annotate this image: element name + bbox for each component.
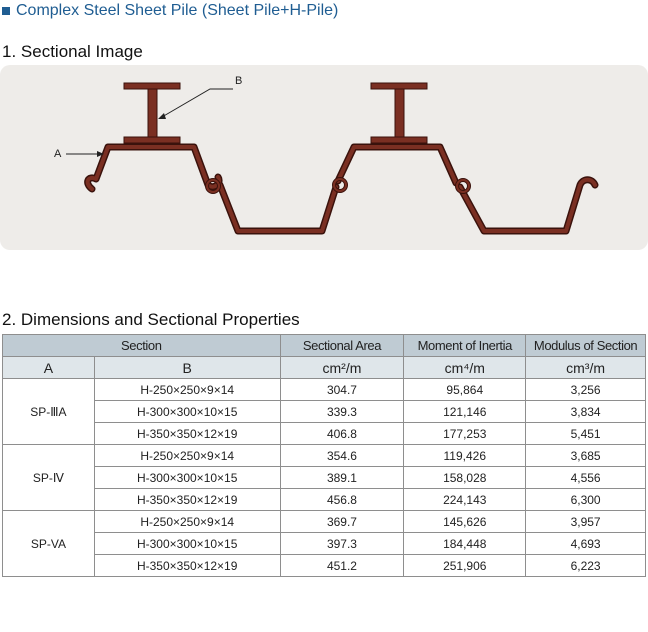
header-modulus: Modulus of Section bbox=[526, 335, 646, 357]
moment-of-inertia: 224,143 bbox=[404, 489, 526, 511]
page-title-text: Complex Steel Sheet Pile (Sheet Pile+H-Pile) bbox=[16, 2, 339, 19]
moment-of-inertia: 95,864 bbox=[404, 379, 526, 401]
table-row bbox=[3, 379, 646, 401]
leader-line-b bbox=[162, 89, 233, 117]
leader-arrow-b bbox=[158, 113, 166, 119]
sheet-pile-diagram bbox=[0, 65, 648, 250]
moment-of-inertia: 184,448 bbox=[404, 533, 526, 555]
h-pile-size: H-250×250×9×14 bbox=[94, 445, 280, 467]
sectional-area: 389.1 bbox=[280, 467, 404, 489]
sectional-area: 304.7 bbox=[280, 379, 404, 401]
table-row bbox=[3, 467, 646, 489]
moment-of-inertia: 251,906 bbox=[404, 555, 526, 577]
table-row bbox=[3, 423, 646, 445]
h-pile-size: H-350×350×12×19 bbox=[94, 489, 280, 511]
moment-of-inertia: 119,426 bbox=[404, 445, 526, 467]
pile-type: SP-ⅢA bbox=[3, 379, 95, 445]
h-pile-right bbox=[371, 83, 427, 143]
h-pile-size: H-250×250×9×14 bbox=[94, 511, 280, 533]
modulus-of-section: 4,556 bbox=[526, 467, 646, 489]
modulus-of-section: 5,451 bbox=[526, 423, 646, 445]
sectional-area: 369.7 bbox=[280, 511, 404, 533]
unit-inertia: cm⁴/m bbox=[404, 357, 526, 379]
header-area: Sectional Area bbox=[280, 335, 404, 357]
h-pile-size: H-300×300×10×15 bbox=[94, 467, 280, 489]
h-pile-size: H-300×300×10×15 bbox=[94, 533, 280, 555]
table-subheader-row bbox=[3, 357, 646, 379]
modulus-of-section: 6,223 bbox=[526, 555, 646, 577]
table-row bbox=[3, 401, 646, 423]
sectional-area: 456.8 bbox=[280, 489, 404, 511]
modulus-of-section: 4,693 bbox=[526, 533, 646, 555]
table-row bbox=[3, 511, 646, 533]
modulus-of-section: 3,834 bbox=[526, 401, 646, 423]
moment-of-inertia: 177,253 bbox=[404, 423, 526, 445]
unit-area: cm²/m bbox=[280, 357, 404, 379]
pile-type: SP-VA bbox=[3, 511, 95, 577]
sectional-area: 406.8 bbox=[280, 423, 404, 445]
properties-table bbox=[2, 334, 646, 577]
table-row bbox=[3, 533, 646, 555]
sectional-area: 354.6 bbox=[280, 445, 404, 467]
pile-type: SP-Ⅳ bbox=[3, 445, 95, 511]
page-title bbox=[2, 2, 338, 20]
h-pile-size: H-300×300×10×15 bbox=[94, 401, 280, 423]
h-pile-size: H-250×250×9×14 bbox=[94, 379, 280, 401]
label-b: B bbox=[235, 75, 243, 87]
modulus-of-section: 3,957 bbox=[526, 511, 646, 533]
modulus-of-section: 6,300 bbox=[526, 489, 646, 511]
header-inertia: Moment of Inertia bbox=[404, 335, 526, 357]
moment-of-inertia: 145,626 bbox=[404, 511, 526, 533]
moment-of-inertia: 121,146 bbox=[404, 401, 526, 423]
sectional-area: 397.3 bbox=[280, 533, 404, 555]
square-bullet-icon bbox=[2, 7, 10, 15]
table-row bbox=[3, 489, 646, 511]
h-pile-left bbox=[124, 83, 180, 143]
table-row bbox=[3, 555, 646, 577]
section-heading-image: 1. Sectional Image bbox=[2, 42, 143, 61]
modulus-of-section: 3,685 bbox=[526, 445, 646, 467]
header-section: Section bbox=[3, 335, 281, 357]
h-pile-size: H-350×350×12×19 bbox=[94, 555, 280, 577]
sectional-area: 339.3 bbox=[280, 401, 404, 423]
header-col-a: A bbox=[3, 357, 95, 379]
sectional-area: 451.2 bbox=[280, 555, 404, 577]
label-a: A bbox=[54, 148, 62, 160]
section-heading-dimensions: 2. Dimensions and Sectional Properties bbox=[2, 310, 300, 329]
table-header-row bbox=[3, 335, 646, 357]
header-col-b: B bbox=[94, 357, 280, 379]
unit-modulus: cm³/m bbox=[526, 357, 646, 379]
modulus-of-section: 3,256 bbox=[526, 379, 646, 401]
table-row bbox=[3, 445, 646, 467]
moment-of-inertia: 158,028 bbox=[404, 467, 526, 489]
sectional-drawing bbox=[0, 65, 648, 250]
h-pile-size: H-350×350×12×19 bbox=[94, 423, 280, 445]
